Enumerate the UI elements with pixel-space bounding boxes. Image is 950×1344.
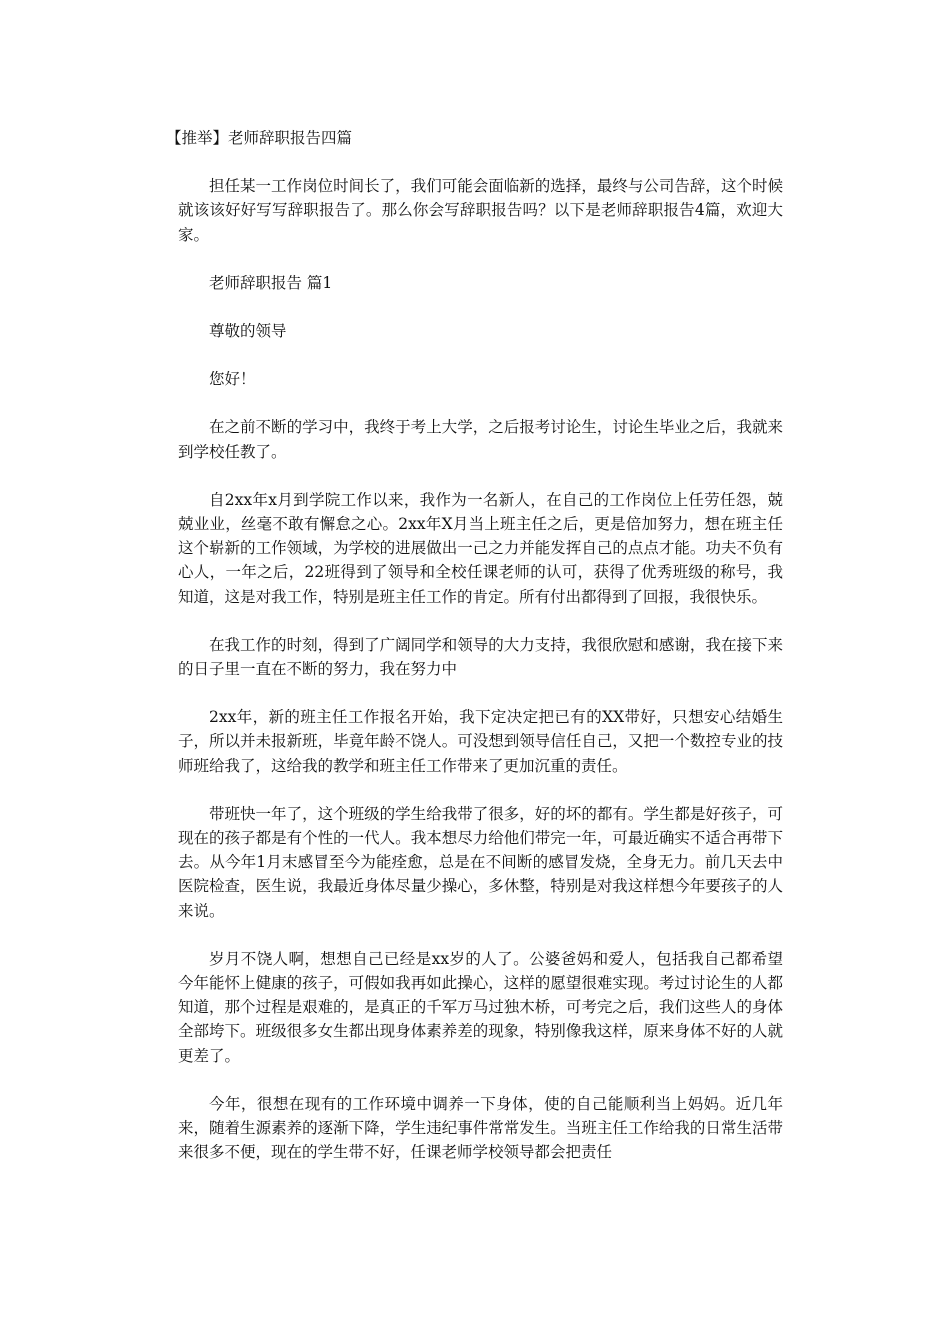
body-paragraph: 自2xx年x月到学院工作以来，我作为一名新人，在自己的工作岗位上任劳任怨，兢兢业业，丝毫不敢有懈怠之心。2xx年X月当上班主任之后，更是倍加努力，想在班主任这个崭新的工作领域，为学校的进展做出一己之力并能发挥自己的点点才能。功夫不负有心人，一年之后，22班得到了领导和全校任课老师的认可，获得了优秀班级的称号，我知道，这是对我工作，特别是班主任工作的肯定。所有付出都得到了回报，我很快乐。 bbox=[178, 490, 783, 606]
body-paragraph: 在之前不断的学习中，我终于考上大学，之后报考讨论生，讨论生毕业之后，我就来到学校任教了。 bbox=[178, 418, 783, 461]
document-body bbox=[166, 126, 783, 1189]
body-paragraph: 岁月不饶人啊，想想自己已经是xx岁的人了。公婆爸妈和爱人，包括我自己都希望今年能怀上健康的孩子，可假如我再如此操心，这样的愿望很难实现。考过讨论生的人都知道，那个过程是艰难的，是真正的千军万马过独木桥，可考完之后，我们这些人的身体全部垮下。班级很多女生都出现身体素养差的现象，特别像我这样，原来身体不好的人就更差了。 bbox=[178, 949, 783, 1065]
greeting: 您好！ bbox=[209, 370, 256, 389]
body-paragraph: 带班快一年了，这个班级的学生给我带了很多，好的坏的都有。学生都是好孩子，可现在的孩子都是有个性的一代人。我本想尽力给他们带完一年，可最近确实不适合再带下去。从今年1月末感冒至今为能痊愈，总是在不间断的感冒发烧，全身无力。前几天去中医院检查，医生说，我最近身体尽量少操心，多休整，特别是对我这样想今年要孩子的人来说。 bbox=[178, 804, 783, 920]
body-paragraph: 2xx年，新的班主任工作报名开始，我下定决定把已有的XX带好，只想安心结婚生子，所以并未报新班，毕竟年龄不饶人。可没想到领导信任自己，又把一个数控专业的技师班给我了，这给我的教学和班主任工作带来了更加沉重的责任。 bbox=[178, 708, 783, 775]
body-paragraph: 今年，很想在现有的工作环境中调养一下身体，使的自己能顺利当上妈妈。近几年来，随着生源素养的逐渐下降，学生违纪事件常常发生。当班主任工作给我的日常生活带来很多不便，现在的学生带不好，任课老师学校领导都会把责任 bbox=[178, 1094, 783, 1162]
salutation: 尊敬的领导 bbox=[209, 322, 287, 341]
section-heading: 老师辞职报告 篇1 bbox=[209, 273, 333, 292]
intro-paragraph: 担任某一工作岗位时间长了，我们可能会面临新的选择，最终与公司告辞，这个时候就该该好好写写辞职报告了。那么你会写辞职报告吗？以下是老师辞职报告4篇，欢迎大家。 bbox=[178, 177, 783, 244]
document-title: 【推举】老师辞职报告四篇 bbox=[166, 129, 353, 147]
body-paragraph: 在我工作的时刻，得到了广阔同学和领导的大力支持，我很欣慰和感谢，我在接下来的日子里一直在不断的努力，我在努力中 bbox=[178, 635, 783, 679]
